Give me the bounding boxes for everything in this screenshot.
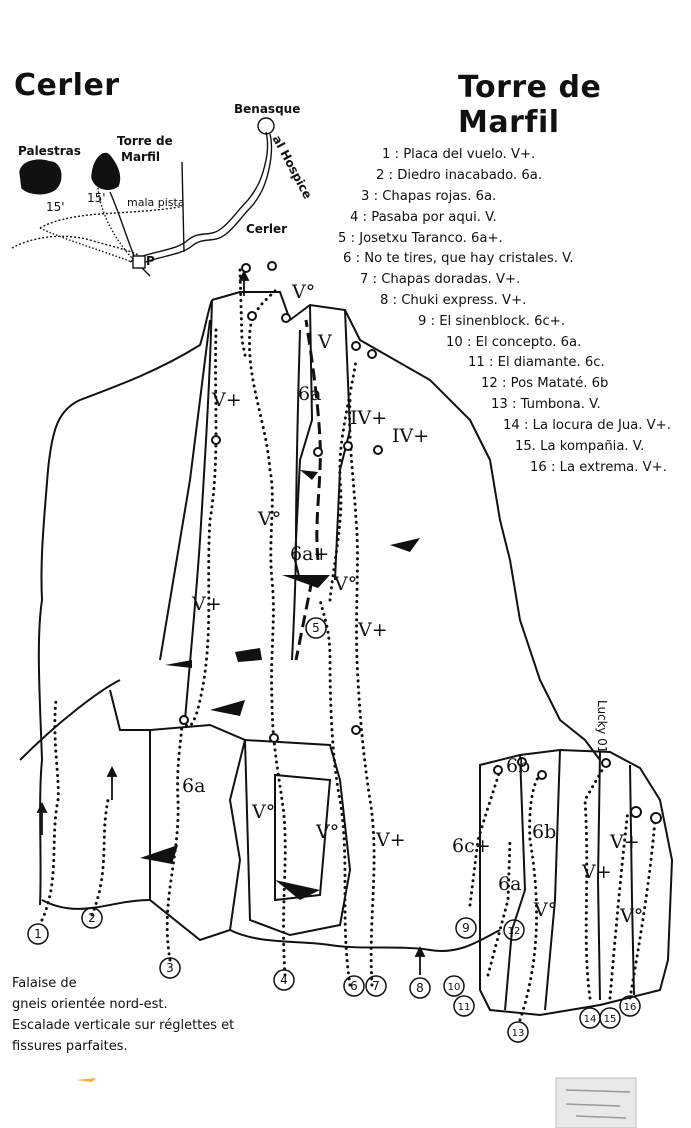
- route-number: 5: [312, 621, 320, 635]
- route-number: 12: [507, 926, 521, 937]
- route-number: 14: [583, 1014, 597, 1025]
- map-label-benasque: Benasque: [234, 102, 301, 116]
- grade-label: V°: [258, 508, 282, 530]
- legend-item: 10 : El concepto. 6a.: [446, 335, 582, 350]
- crag-title: Cerler: [14, 68, 120, 103]
- note-line: gneis orientée nord-est.: [12, 997, 168, 1012]
- legend-item: 6 : No te tires, que hay cristales. V.: [343, 251, 574, 266]
- grade-label: 6a: [498, 873, 522, 895]
- grade-label: 6b: [532, 821, 557, 843]
- route-number: 15: [603, 1014, 617, 1025]
- grade-label: 6c+: [452, 835, 491, 857]
- sector-title: Torre de Marfil: [458, 70, 602, 140]
- legend-item: 1 : Placa del vuelo. V+.: [382, 147, 536, 162]
- legend-item: 9 : El sinenblock. 6c+.: [418, 314, 566, 329]
- map-label-mala-pista: mala pista: [127, 196, 185, 209]
- route-number: 16: [623, 1002, 637, 1013]
- legend-item: 2 : Diedro inacabado. 6a.: [376, 168, 543, 183]
- grade-label: 6a: [298, 383, 322, 405]
- grade-label: 6b: [506, 755, 531, 777]
- legend-item: 4 : Pasaba por aqui. V.: [350, 210, 497, 225]
- belay-rings: [180, 262, 661, 823]
- route-number: 8: [416, 981, 424, 995]
- map-label-marfil: Marfil: [121, 150, 160, 164]
- route-number: 6: [350, 979, 358, 993]
- grade-label: V+: [358, 619, 388, 641]
- artist-signature: Lucky 01: [595, 700, 609, 754]
- legend-item: 5 : Josetxu Taranco. 6a+.: [338, 231, 503, 246]
- grade-label: V°: [252, 801, 276, 823]
- grade-labels: [182, 281, 643, 927]
- legend-item: 8 : Chuki express. V+.: [380, 293, 527, 308]
- map-parking: P: [146, 254, 155, 268]
- legend-item: 12 : Pos Mataté. 6b: [481, 376, 609, 391]
- route-number: 2: [88, 911, 96, 925]
- grade-label: V+: [212, 389, 242, 411]
- legend-item: 15. La kompañia. V.: [515, 439, 645, 454]
- grade-label: IV+: [350, 407, 388, 429]
- grade-label: V°: [534, 899, 558, 921]
- route-number: 4: [280, 973, 288, 987]
- map-label-hospice: al Hospice: [269, 133, 315, 202]
- route-number: 1: [34, 927, 42, 941]
- note-line: Escalade verticale sur réglettes et: [12, 1018, 235, 1033]
- grade-label: V+: [376, 829, 406, 851]
- map-label-torre: Torre de: [117, 134, 173, 148]
- legend-item: 3 : Chapas rojas. 6a.: [361, 189, 497, 204]
- route-number: 7: [372, 979, 380, 993]
- grade-label: V°: [316, 821, 340, 843]
- thumbnail-image: [556, 1078, 636, 1128]
- legend-item: 11 : El diamante. 6c.: [468, 355, 605, 370]
- note-line: fissures parfaites.: [12, 1039, 128, 1054]
- orange-mark: [76, 1078, 96, 1082]
- map-time-palestras: 15': [46, 200, 65, 214]
- legend-item: 14 : La locura de Jua. V+.: [503, 418, 671, 433]
- grade-label: V°: [292, 281, 316, 303]
- route-number: 13: [511, 1028, 525, 1039]
- map-label-palestras: Palestras: [18, 144, 81, 158]
- route-number: 3: [166, 961, 174, 975]
- grade-label: V+: [192, 593, 222, 615]
- grade-label: V°: [620, 905, 644, 927]
- grade-label: V+: [610, 831, 640, 853]
- legend-item: 13 : Tumbona. V.: [491, 397, 601, 412]
- grade-label: 6a: [182, 775, 206, 797]
- grade-label: IV+: [392, 425, 430, 447]
- route-number: 9: [462, 921, 470, 935]
- route-number: 11: [457, 1002, 471, 1013]
- grade-label: 6a+: [290, 543, 330, 565]
- map-time-torre: 15': [87, 191, 106, 205]
- map-label-cerler: Cerler: [246, 222, 288, 236]
- legend-item: 7 : Chapas doradas. V+.: [360, 272, 521, 287]
- note-line: Falaise de: [12, 976, 77, 991]
- grade-label: V: [318, 331, 332, 353]
- grade-label: V+: [582, 861, 612, 883]
- approach-map: [12, 118, 274, 276]
- grade-label: V°: [334, 573, 358, 595]
- route-number: 10: [447, 982, 461, 993]
- legend-item: 16 : La extrema. V+.: [530, 460, 667, 475]
